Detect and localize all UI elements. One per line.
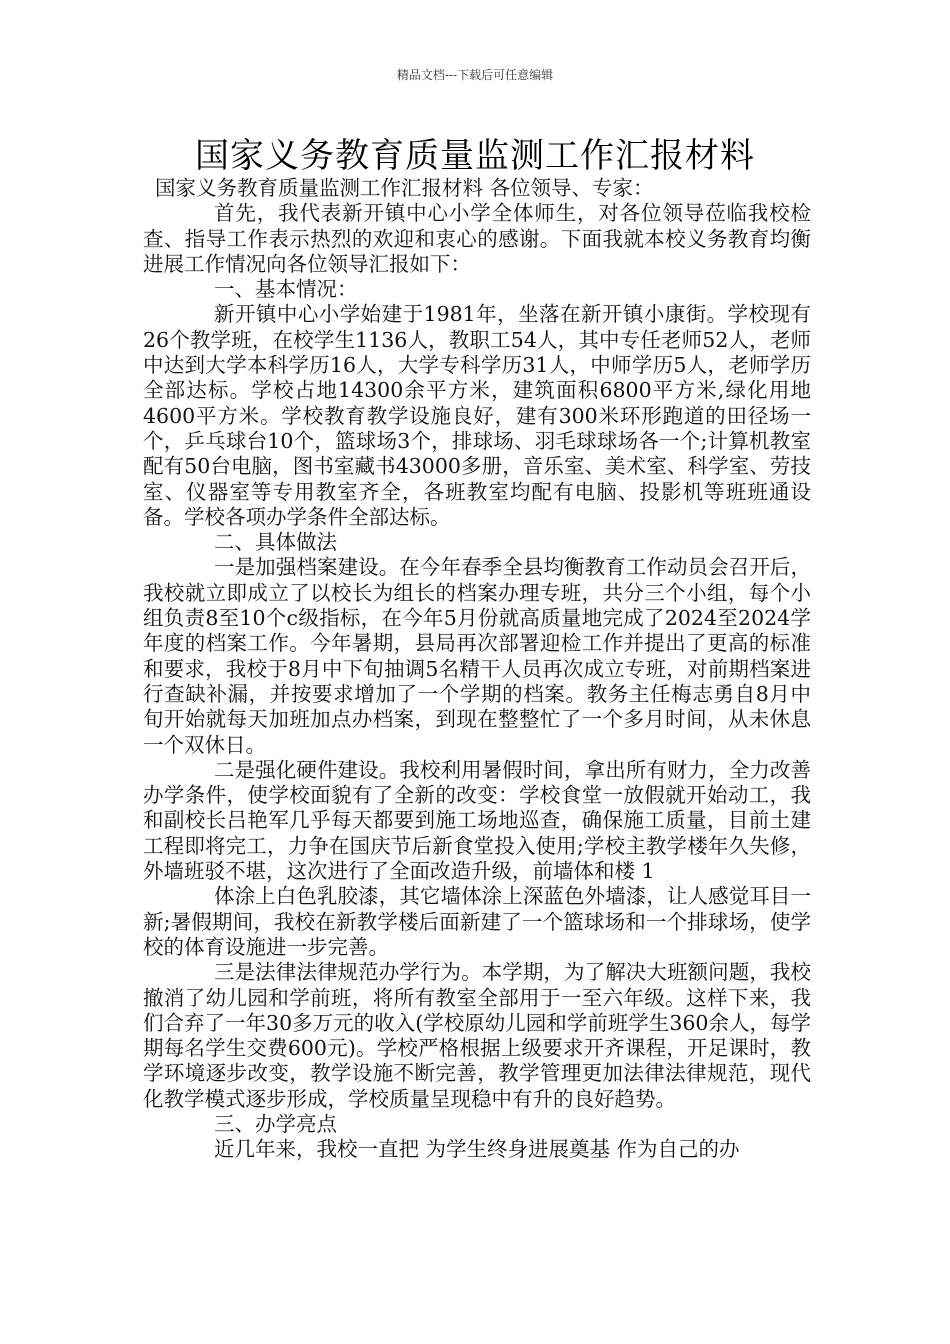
section-heading-highlights: 三、办学亮点 <box>214 1111 337 1136</box>
paragraph-basic-info: 新开镇中心小学始建于1981年，坐落在新开镇小康街。学校现有26个教学班，在校学生1136人，教职工54人，其中专任老师52人，老师中达到大学本科学历16人，大学专科学历31人，中师学历5人，老师学历全部达标。学校占地14300余平方米，建筑面积6800平方米,绿化用地4600平方米。学校教育教学设施良好，建有300米环形跑道的田径场一个，乒乓球台10个，篮球场3个，排球场、羽毛球球场各一个;计算机教室配有50台电脑，图书室藏书43000多册，音乐室、美术室、科学室、劳技室、仪器室等专用教室齐全，各班教室均配有电脑、投影机等班班通设备。学校各项办学条件全部达标。 <box>143 302 811 529</box>
paragraph-highlights: 近几年来，我校一直把 为学生终身进展奠基 作为自己的办 <box>214 1137 740 1162</box>
paragraph-hardware-cont: 体涂上白色乳胶漆，其它墙体涂上深蓝色外墙漆，让人感觉耳目一新;暑假期间，我校在新教学楼后面新建了一个篮球场和一个排球场，使学校的体育设施进一步完善。 <box>143 884 811 959</box>
paragraph-regulation: 三是法律法律规范办学行为。本学期，为了解决大班额问题，我校撤消了幼儿园和学前班，将所有教室全部用于一至六年级。这样下来，我们合弃了一年30多万元的收入(学校原幼儿园和学前班学生360余人，每学期每名学生交费600元)。学校严格根据上级要求开齐课程，开足课时，教学环境逐步改变，教学设施不断完善，教学管理更加法律法律规范，现代化教学模式逐步形成，学校质量呈现稳中有升的良好趋势。 <box>143 960 811 1111</box>
paragraph-opening: 首先，我代表新开镇中心小学全体师生，对各位领导莅临我校检查、指导工作表示热烈的欢迎和衷心的感谢。下面我就本校义务教育均衡进展工作情况向各位领导汇报如下： <box>143 201 811 276</box>
header-note: 精品文档---下载后可任意编辑 <box>396 68 554 82</box>
paragraph-archives: 一是加强档案建设。在今年春季全县均衡教育工作动员会召开后，我校就立即成立了以校长为组长的档案办理专班，共分三个小组，每个小组负责8至10个c级指标，在今年5月份就高质量地完成了2024至2024学年度的档案工作。今年暑期，县局再次部署迎检工作并提出了更高的标准和要求，我校于8月中下旬抽调5名精干人员再次成立专班，对前期档案进行查缺补漏，并按要求增加了一个学期的档案。教务主任梅志勇自8月中旬开始就每天加班加点办档案，到现在整整忙了一个多月时间，从未休息一个双休日。 <box>143 555 811 757</box>
paragraph-hardware: 二是强化硬件建设。我校利用暑假时间，拿出所有财力，全力改善办学条件，使学校面貌有了全新的改变：学校食堂一放假就开始动工，我和副校长吕艳军几乎每天都要到施工场地巡查，确保施工质量，目前土建工程即将完工，力争在国庆节后新食堂投入使用;学校主教学楼年久失修，外墙班驳不堪，这次进行了全面改造升级，前墙体和楼 1 <box>143 757 811 884</box>
section-heading-basic-info: 一、基本情况： <box>214 277 358 302</box>
document-body <box>143 176 811 1163</box>
section-heading-measures: 二、具体做法 <box>214 530 337 555</box>
paragraph-intro: 国家义务教育质量监测工作汇报材料 各位领导、专家： <box>155 176 654 200</box>
document-title: 国家义务教育质量监测工作汇报材料 <box>195 136 755 176</box>
